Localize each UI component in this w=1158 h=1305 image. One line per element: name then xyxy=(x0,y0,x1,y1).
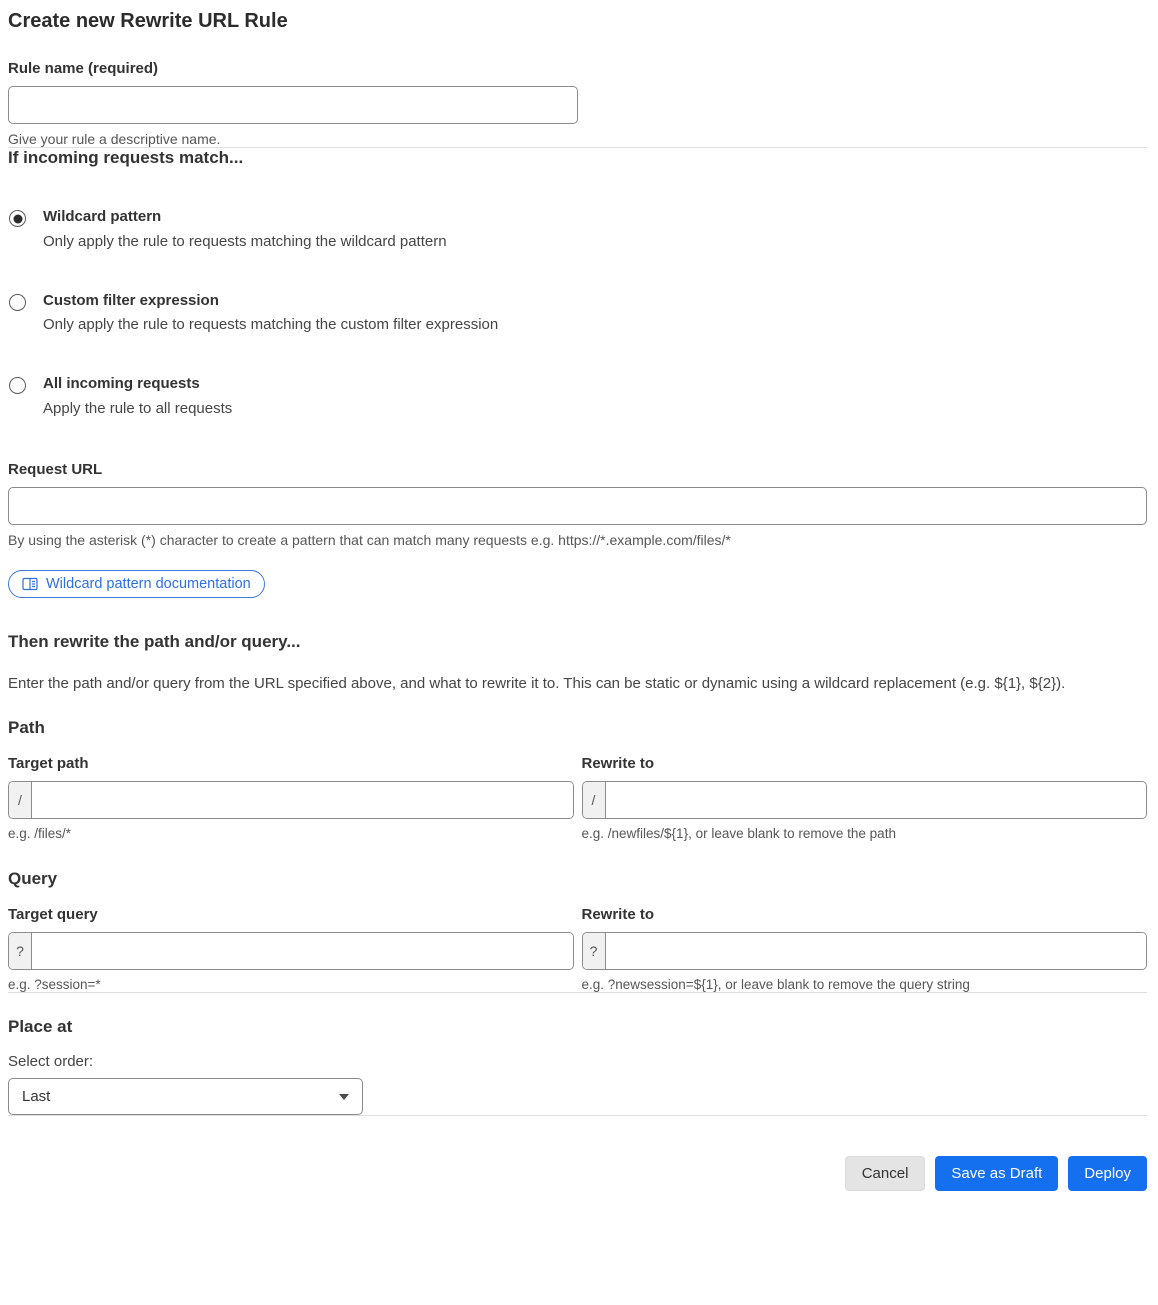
path-rewrite-to-input[interactable] xyxy=(606,782,1147,818)
form-actions xyxy=(8,1156,1147,1191)
path-prefix-addon: / xyxy=(583,782,606,818)
chevron-down-icon xyxy=(339,1094,349,1100)
page-title: Create new Rewrite URL Rule xyxy=(8,10,288,32)
radio-description: Only apply the rule to requests matching the custom filter expression xyxy=(43,316,499,334)
wildcard-documentation-label: Wildcard pattern documentation xyxy=(46,575,251,592)
create-rewrite-rule-form xyxy=(0,10,1158,1205)
match-type-radio-group xyxy=(8,208,1147,419)
place-at-heading: Place at xyxy=(8,1017,73,1036)
radio-label: All incoming requests xyxy=(43,375,200,392)
query-heading: Query xyxy=(8,869,58,888)
rule-name-label: Rule name (required) xyxy=(8,60,159,77)
divider xyxy=(8,1115,1147,1116)
radio-label: Custom filter expression xyxy=(43,291,219,309)
cancel-button[interactable]: Cancel xyxy=(845,1156,926,1191)
target-path-input[interactable] xyxy=(32,782,573,818)
query-rewrite-to-input[interactable] xyxy=(606,933,1147,969)
request-url-helper: By using the asterisk (*) character to create a pattern that can match many requests e.g. https://*.example.com/files/* xyxy=(8,531,731,548)
path-rewrite-to-label: Rewrite to xyxy=(581,755,655,772)
radio-description: Only apply the rule to requests matching the wildcard pattern xyxy=(43,232,447,250)
path-rewrite-to-helper: e.g. /newfiles/${1}, or leave blank to remove the path xyxy=(581,826,896,841)
request-url-input[interactable] xyxy=(8,487,1147,525)
path-row xyxy=(8,755,1147,841)
target-path-label: Target path xyxy=(8,755,89,772)
query-prefix-addon: ? xyxy=(9,933,32,969)
target-path-helper: e.g. /files/* xyxy=(8,826,72,841)
query-rewrite-to-helper: e.g. ?newsession=${1}, or leave blank to remove the query string xyxy=(581,977,970,992)
radio-button-icon[interactable] xyxy=(9,294,26,311)
rule-name-input[interactable] xyxy=(8,86,578,124)
target-query-label: Target query xyxy=(8,906,98,923)
radio-wildcard-pattern[interactable] xyxy=(8,208,1147,252)
order-select-value: Last xyxy=(22,1088,51,1105)
radio-all-incoming-requests[interactable] xyxy=(8,375,1147,419)
target-query-helper: e.g. ?session=* xyxy=(8,977,101,992)
query-row xyxy=(8,906,1147,992)
match-section-heading: If incoming requests match... xyxy=(8,148,244,167)
save-as-draft-button[interactable]: Save as Draft xyxy=(935,1156,1058,1191)
open-book-icon xyxy=(22,577,38,591)
query-rewrite-to-label: Rewrite to xyxy=(581,906,655,923)
path-prefix-addon: / xyxy=(9,782,32,818)
place-at-block xyxy=(8,1017,1147,1115)
order-select[interactable] xyxy=(8,1078,363,1115)
path-heading: Path xyxy=(8,718,45,737)
select-order-label: Select order: xyxy=(8,1053,94,1070)
radio-description: Apply the rule to all requests xyxy=(43,399,233,417)
request-url-label: Request URL xyxy=(8,460,103,478)
radio-custom-filter-expression[interactable] xyxy=(8,292,1147,336)
radio-button-icon[interactable] xyxy=(9,210,26,227)
radio-label: Wildcard pattern xyxy=(43,208,162,225)
rule-name-helper: Give your rule a descriptive name. xyxy=(8,131,221,147)
divider xyxy=(8,992,1147,993)
target-query-input[interactable] xyxy=(32,933,573,969)
radio-button-icon[interactable] xyxy=(9,377,26,394)
request-url-block xyxy=(8,461,1147,548)
query-prefix-addon: ? xyxy=(583,933,606,969)
deploy-button[interactable]: Deploy xyxy=(1068,1156,1147,1191)
rewrite-section-heading: Then rewrite the path and/or query... xyxy=(8,631,301,651)
wildcard-documentation-button[interactable] xyxy=(8,570,265,598)
rewrite-section-description: Enter the path and/or query from the URL specified above, and what to rewrite it to. This can be static or dynamic using a wildcard replacement (e.g. ${1}, ${2}). xyxy=(8,674,1066,692)
